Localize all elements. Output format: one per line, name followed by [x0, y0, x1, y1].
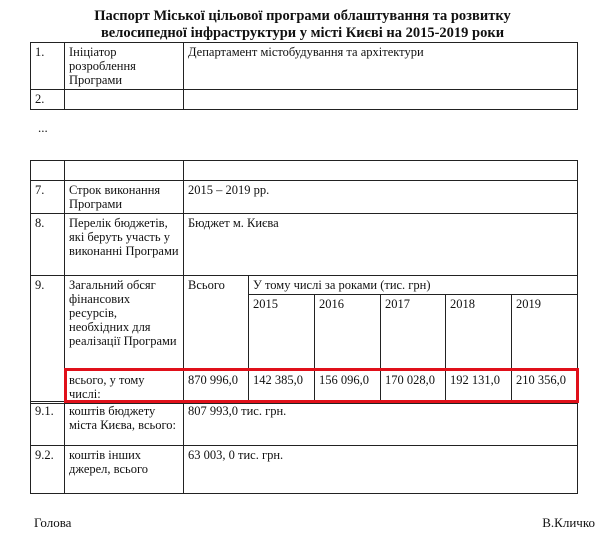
row-value — [184, 90, 578, 110]
document-title-line1: Паспорт Міської цільової програми облаштування та розвитку — [94, 8, 511, 24]
row-value: 63 003, 0 тис. грн. — [184, 446, 578, 494]
year-value: 170 028,0 — [381, 371, 446, 404]
year-header: 2019 — [512, 295, 578, 371]
year-header: 2016 — [315, 295, 381, 371]
omitted-rows-ellipsis: ... — [38, 120, 48, 135]
table-row — [31, 90, 578, 110]
year-header: 2015 — [249, 295, 315, 371]
year-value: 192 131,0 — [446, 371, 512, 404]
row-label: коштів бюджету міста Києва, всього: — [65, 402, 184, 446]
passport-table-bottom — [30, 401, 578, 494]
year-value: 156 096,0 — [315, 371, 381, 404]
row-number: 8. — [31, 214, 65, 276]
years-header: У тому числі за роками (тис. грн) — [249, 276, 578, 295]
row-label: Перелік бюджетів, які беруть участь у виконанні Програми — [65, 214, 184, 276]
passport-table-mid — [30, 160, 578, 276]
total-value: 870 996,0 — [184, 371, 249, 404]
financing-table — [30, 275, 578, 404]
table-row — [31, 181, 578, 214]
signatory-title: Голова — [34, 515, 72, 530]
year-header: 2018 — [446, 295, 512, 371]
row-number: 9. — [31, 276, 65, 404]
table-row — [31, 402, 578, 446]
year-header: 2017 — [381, 295, 446, 371]
document-title-line2: велосипедної інфраструктури у місті Києві на 2015-2019 роки — [100, 25, 505, 41]
signatory-name: В.Кличко — [542, 515, 595, 530]
row-value: Департамент містобудування та архітектури — [184, 43, 578, 90]
row-number: 1. — [31, 43, 65, 90]
table-row — [31, 371, 578, 404]
row-number: 9.2. — [31, 446, 65, 494]
table-row — [31, 214, 578, 276]
row-value: 2015 – 2019 рр. — [184, 181, 578, 214]
table-row — [31, 446, 578, 494]
table-row — [31, 161, 578, 181]
row-value: Бюджет м. Києва — [184, 214, 578, 276]
passport-table-top — [30, 42, 578, 110]
row-value: 807 993,0 тис. грн. — [184, 402, 578, 446]
row-label: Загальний обсяг фінансових ресурсів, необхідних для реалізації Програми — [65, 276, 184, 371]
year-value: 210 356,0 — [512, 371, 578, 404]
row-label: Строк виконання Програми — [65, 181, 184, 214]
row-label — [65, 90, 184, 110]
row-number: 7. — [31, 181, 65, 214]
row-label: коштів інших джерел, всього — [65, 446, 184, 494]
total-header: Всього — [184, 276, 249, 371]
row-label: Ініціатор розроблення Програми — [65, 43, 184, 90]
row-number: 2. — [31, 90, 65, 110]
total-row-label: всього, у тому числі: — [65, 371, 184, 404]
row-number: 9.1. — [31, 402, 65, 446]
table-row — [31, 276, 578, 295]
year-value: 142 385,0 — [249, 371, 315, 404]
table-row — [31, 43, 578, 90]
